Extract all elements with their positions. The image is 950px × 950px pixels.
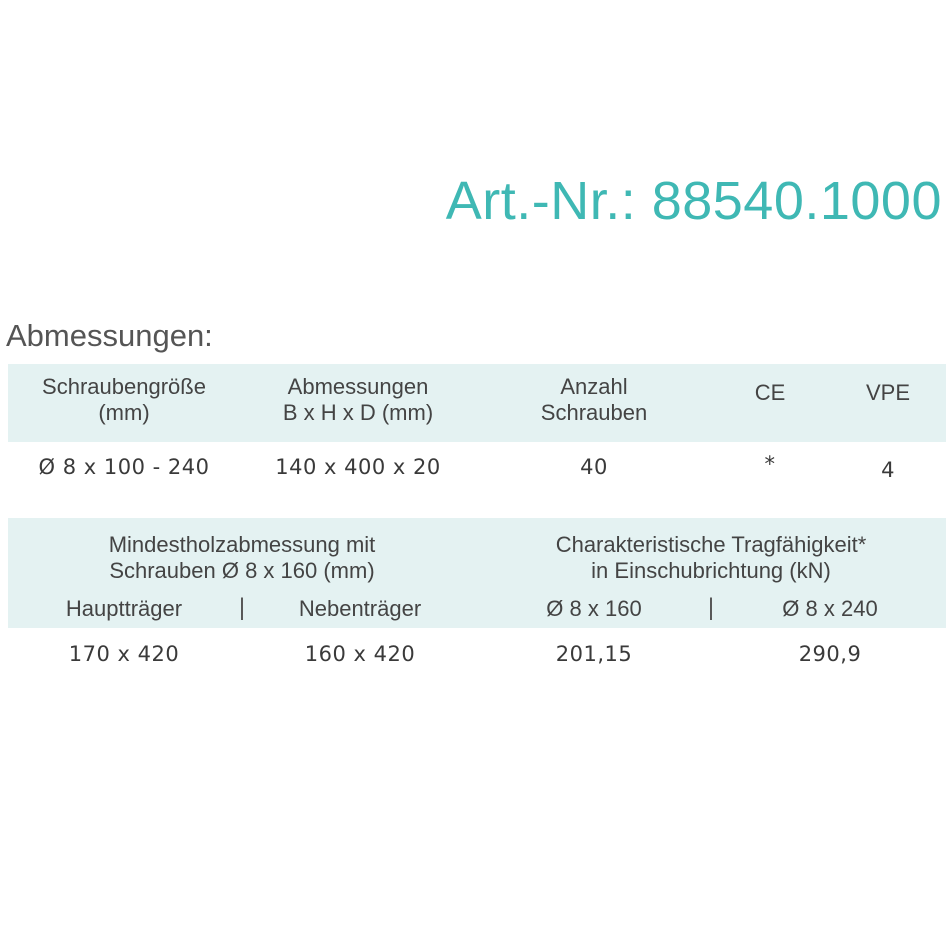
header-line: Schrauben Ø 8 x 160 (mm): [109, 558, 375, 583]
section-title: Abmessungen:: [6, 318, 213, 353]
table2-group-load-capacity: [556, 532, 867, 584]
table1-header-screw-count: [541, 374, 647, 426]
header-line: VPE: [865, 380, 911, 405]
article-number: Art.-Nr.: 88540.1000: [445, 171, 942, 231]
table1-cell-ce: *: [764, 452, 776, 476]
header-line: Anzahl: [560, 374, 628, 399]
table1-header-screw-size: [42, 374, 206, 426]
table2-subheader-screw-240: Ø 8 x 240: [782, 596, 878, 621]
table1-cell-vpe: 4: [881, 458, 895, 482]
header-line: in Einschubrichtung (kN): [591, 558, 831, 583]
header-line: Schrauben: [540, 400, 648, 425]
table1-header-ce: [755, 380, 786, 406]
header-line: Abmessungen: [287, 374, 429, 399]
table2-separator: |: [707, 594, 715, 621]
header-line: CE: [754, 380, 786, 405]
table2-cell-capacity-160: 201,15: [555, 642, 633, 666]
table1-header-vpe: [866, 380, 910, 406]
table2-subheader-screw-160: Ø 8 x 160: [546, 596, 642, 621]
header-line: (mm): [98, 400, 150, 425]
table1-cell-dimensions: 140 x 400 x 20: [275, 455, 441, 479]
table1-header-dimensions: [283, 374, 433, 426]
table1-cell-screw-size: Ø 8 x 100 - 240: [38, 455, 210, 479]
table2-cell-secondary-beam: 160 x 420: [304, 642, 416, 666]
table2-cell-main-beam: 170 x 420: [68, 642, 180, 666]
table1-cell-screw-count: 40: [580, 455, 608, 479]
header-line: Schraubengröße: [42, 374, 206, 399]
table2-separator: |: [238, 594, 246, 621]
header-line: Mindestholzabmessung mit: [108, 532, 376, 557]
header-line: Charakteristische Tragfähigkeit*: [555, 532, 867, 557]
header-line: B x H x D (mm): [282, 400, 434, 425]
table2-cell-capacity-240: 290,9: [798, 642, 862, 666]
table2-group-min-wood: [109, 532, 376, 584]
table2-subheader-main-beam: Hauptträger: [65, 596, 183, 621]
table2-subheader-secondary-beam: Nebenträger: [298, 596, 422, 621]
